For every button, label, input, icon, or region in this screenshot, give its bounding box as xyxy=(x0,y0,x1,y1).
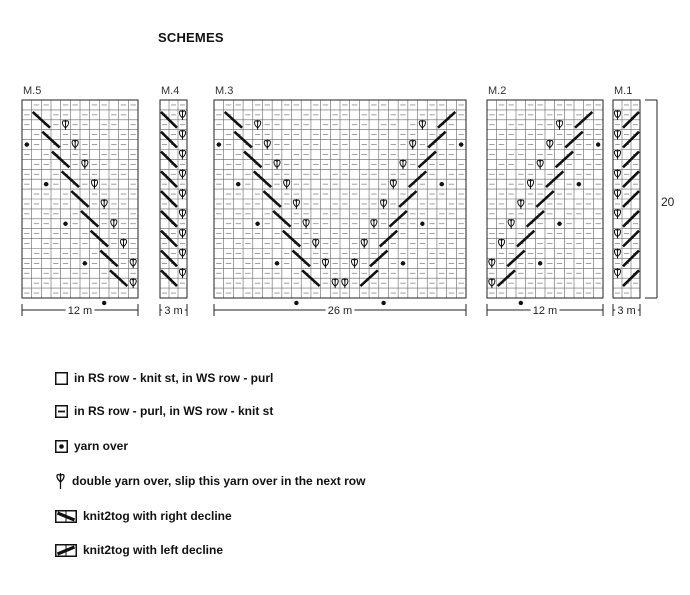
yarn-over-mark xyxy=(381,301,385,305)
legend-text-knit2tog-right: knit2tog with right decline xyxy=(83,509,232,523)
chart-label: M.4 xyxy=(161,85,180,97)
yarn-over-mark xyxy=(440,182,444,186)
chart-m3 xyxy=(214,85,466,317)
legend-item-purl xyxy=(55,402,273,420)
legend-text-yarn-over: yarn over xyxy=(74,439,129,453)
yarn-over-mark xyxy=(44,182,48,186)
yarn-over-mark xyxy=(519,301,523,305)
yarn-over-mark xyxy=(577,182,581,186)
yarn-over-mark xyxy=(63,222,67,226)
legend-text-knit2tog-left: knit2tog with left decline xyxy=(83,543,224,557)
knit2tog-left-icon xyxy=(55,544,77,557)
chart-m5 xyxy=(22,85,138,317)
yarn-over-mark xyxy=(596,142,600,146)
height-label: 20 xyxy=(661,195,675,209)
yarn-over-mark xyxy=(459,142,463,146)
yarn-over-mark xyxy=(236,182,240,186)
legend-item-knit2tog-right xyxy=(55,507,232,525)
yarn-over-mark xyxy=(255,222,259,226)
legend-text-double-yarn-over: double yarn over, slip this yarn over in the next row xyxy=(72,474,366,488)
knit2tog-right-icon xyxy=(55,510,77,523)
legend-text-knit: in RS row - knit st, in WS row - purl xyxy=(74,371,274,385)
yarn-over-mark xyxy=(538,261,542,265)
yarn-over-mark xyxy=(83,261,87,265)
chart-label: M.2 xyxy=(488,85,507,97)
chart-m4 xyxy=(160,85,187,317)
yarn-over-mark xyxy=(294,301,298,305)
purl-icon xyxy=(55,405,68,418)
chart-m2 xyxy=(487,85,603,317)
legend-item-yarn-over xyxy=(55,437,128,455)
page-title: SCHEMES xyxy=(158,30,224,45)
chart-label: M.5 xyxy=(23,85,42,97)
yarn-over-mark xyxy=(217,142,221,146)
width-label: 26 m xyxy=(327,305,353,317)
width-label: 3 m xyxy=(164,305,183,317)
yarn-over-mark xyxy=(557,222,561,226)
chart-m1 xyxy=(613,85,640,317)
chart-label: M.3 xyxy=(215,85,234,97)
width-label: 12 m xyxy=(67,305,93,317)
yarn-over-mark xyxy=(25,142,29,146)
yarn-over-mark xyxy=(102,301,106,305)
width-label: 12 m xyxy=(532,305,558,317)
yarn-over-mark xyxy=(275,261,279,265)
legend-item-knit xyxy=(55,369,273,387)
double-yarn-over-icon xyxy=(55,472,66,490)
yarn-over-icon xyxy=(55,440,68,453)
legend-text-purl: in RS row - purl, in WS row - knit st xyxy=(74,404,274,418)
legend-item-double-yarn-over xyxy=(55,472,365,490)
yarn-over-mark xyxy=(401,261,405,265)
width-label: 3 m xyxy=(617,305,636,317)
yarn-over-mark xyxy=(420,222,424,226)
chart-label: M.1 xyxy=(614,85,633,97)
legend-item-knit2tog-left xyxy=(55,541,223,559)
knit-icon xyxy=(55,372,68,385)
